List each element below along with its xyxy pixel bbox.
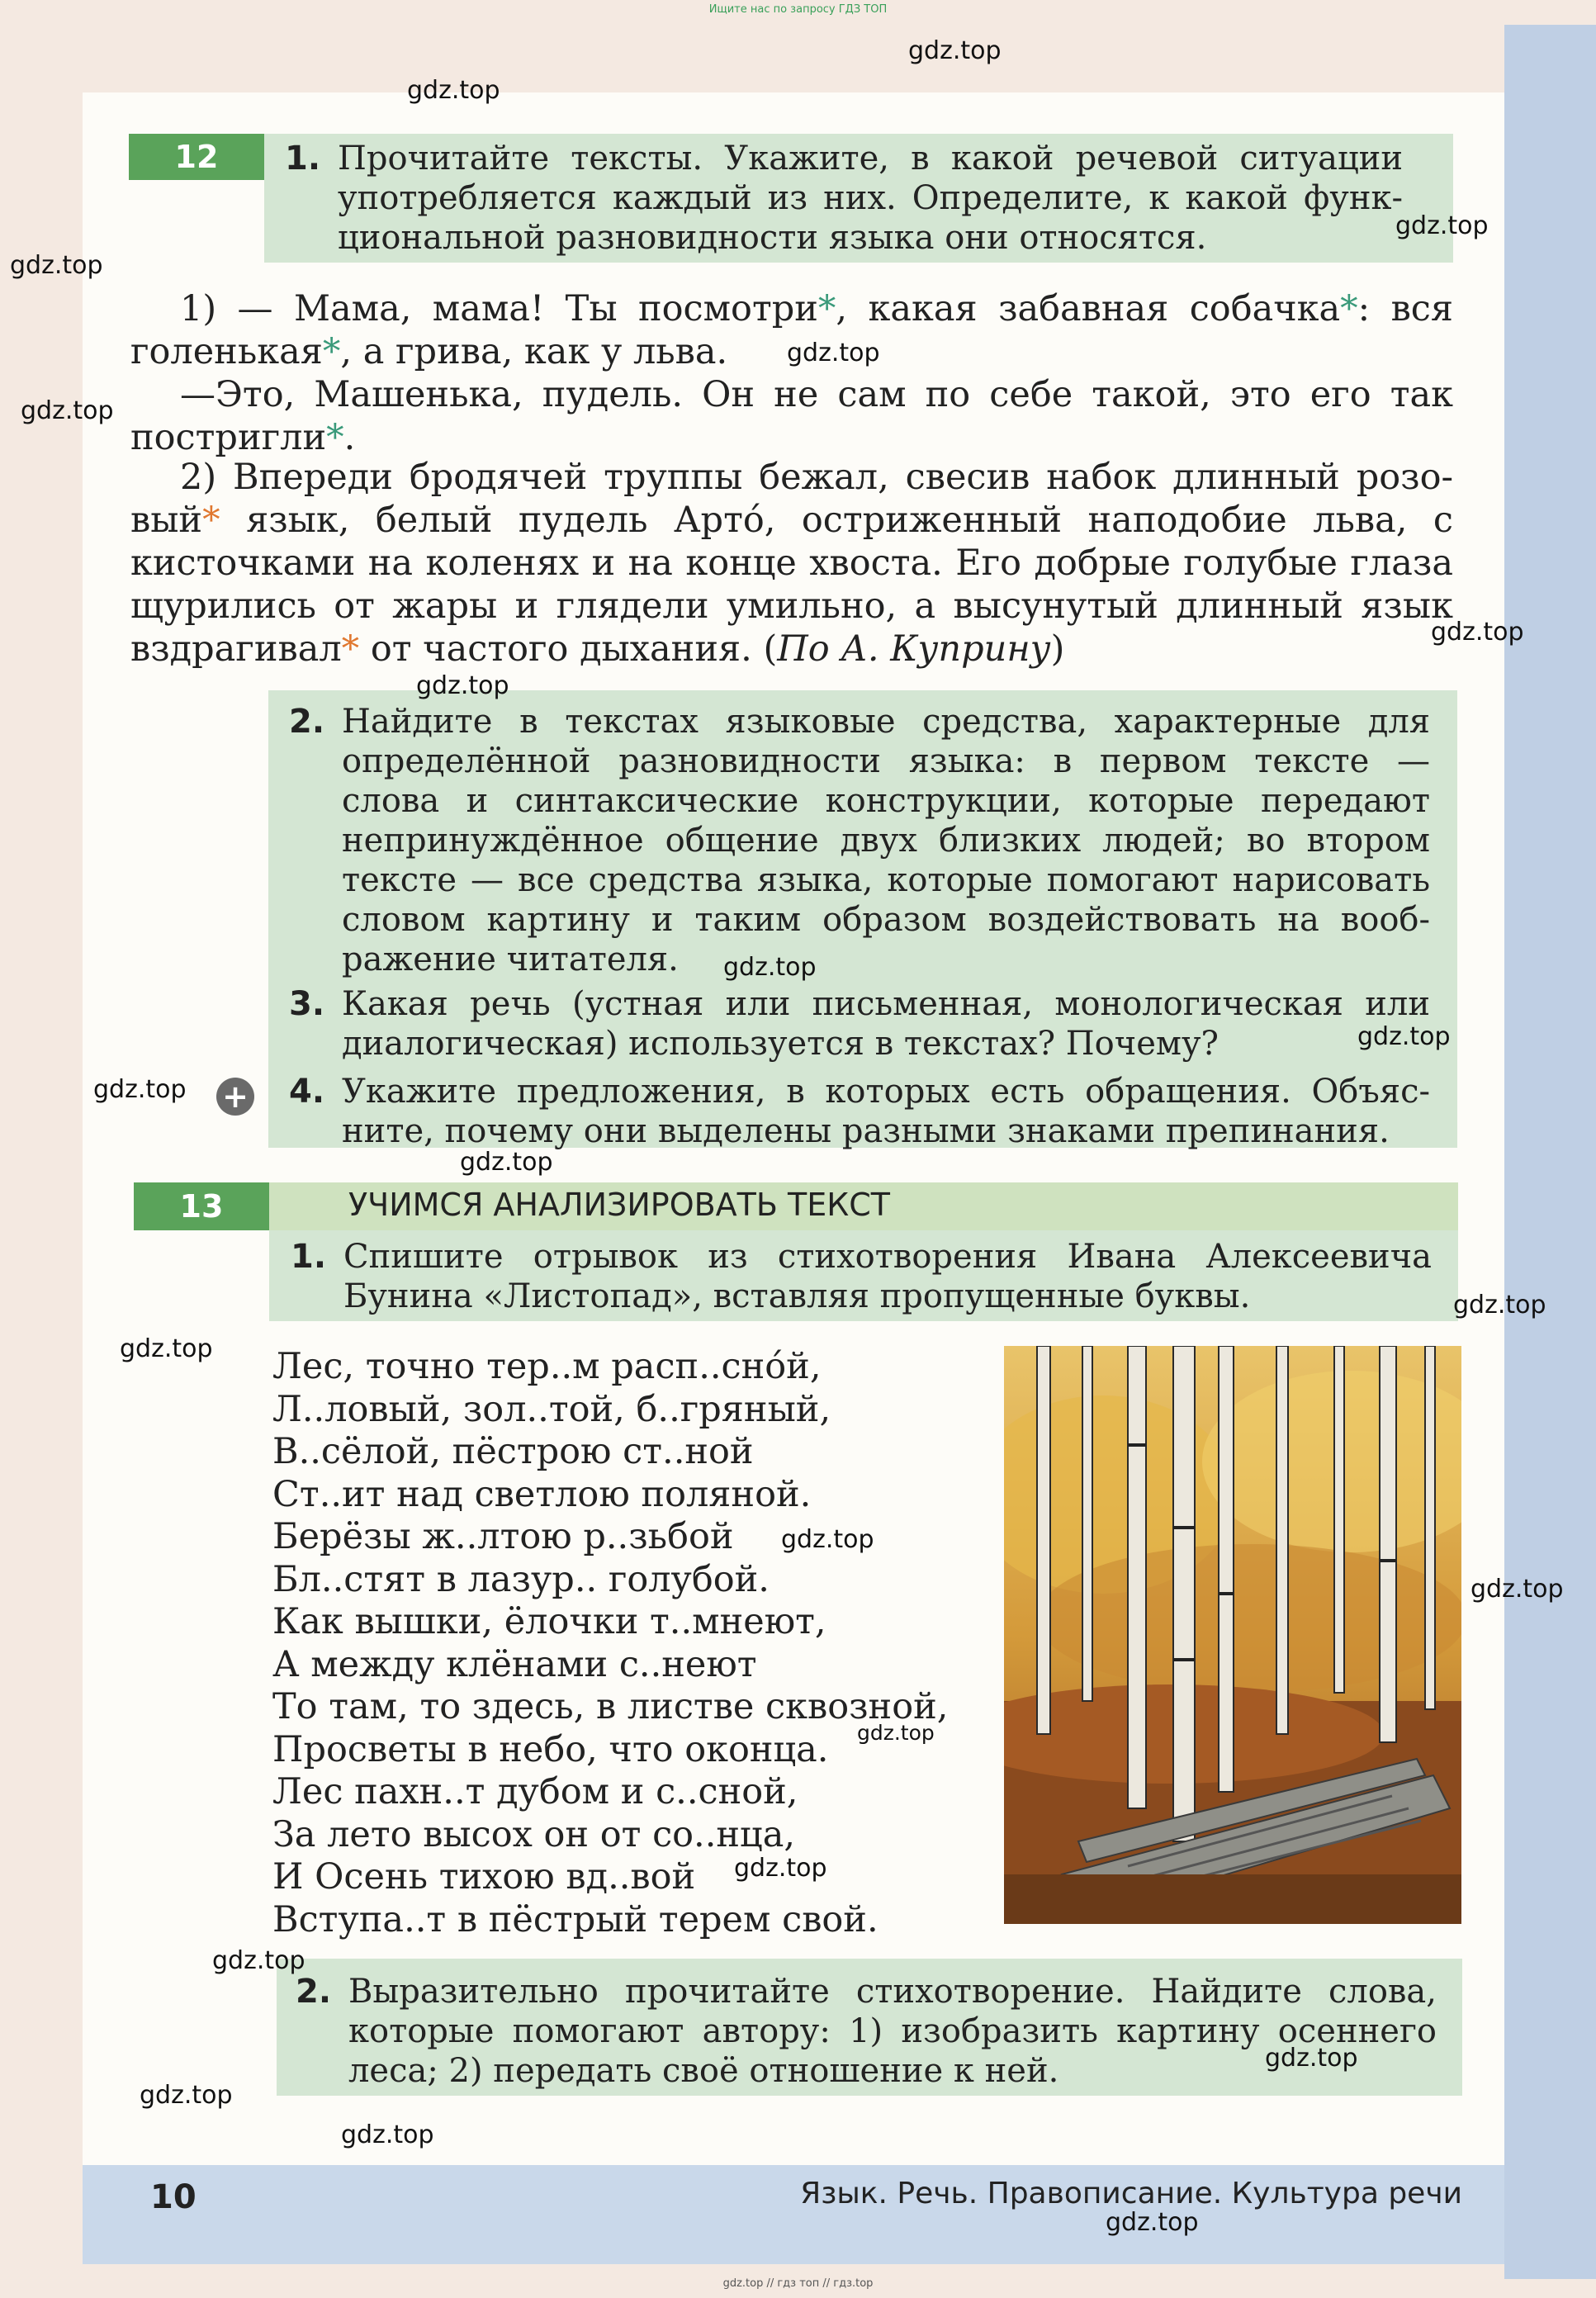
top-banner-note: Ищите нас по запросу ГДЗ ТОП (708, 3, 888, 16)
poem-line: Лес пахн..т дубом и с..сной, (272, 1771, 798, 1812)
section-header: УЧИМСЯ АНАЛИЗИРОВАТЬ ТЕКСТ (348, 1187, 890, 1223)
watermark: gdz.top (723, 953, 817, 982)
dialogue-line-2: —Это, Машенька, пудель. Он не сам по себе такой, это его так постригли*. (130, 374, 1453, 458)
watermark: gdz.top (10, 251, 103, 280)
poem-line: Как вышки, ёлочки т..мнеют, (272, 1601, 826, 1642)
watermark: gdz.top (1431, 618, 1524, 647)
poem-line: За лето высох он от со..нца, (272, 1813, 796, 1855)
watermark: gdz.top (407, 76, 500, 105)
dialogue-line-1: 1) — Мама, мама! Ты посмотри*, какая забавная собачка*: вся голенькая*, а грива, как у льва. (130, 288, 1453, 372)
watermark: gdz.top (140, 2081, 233, 2110)
watermark: gdz.top (120, 1334, 213, 1363)
watermark: gdz.top (787, 339, 880, 367)
text-1-dialogue (130, 287, 1453, 459)
autumn-birch-forest-photo (1004, 1346, 1461, 1924)
page-edge-strip (1504, 25, 1596, 2279)
watermark: gdz.top (1453, 1291, 1546, 1320)
task-text: Найдите в текстах языковые средства, характерные для определённой разновидности языка: в первом тексте — слова и синтаксические конструкции, которые передают непринуждённое общение двух близких людей; во втором тексте — все средства языка, которые помогают нарисовать словом картину и таким образом воздействовать на воображение читателя. (342, 703, 1430, 978)
task-number: 3. (289, 985, 325, 1023)
task-text: Какая речь (устная или письменная, монологическая или диалогическая) используется в текстах? Почему? (342, 985, 1430, 1063)
watermark: gdz.top (212, 1946, 305, 1975)
watermark: gdz.top (781, 1525, 874, 1554)
poem-line: Бл..стят в лазур.. голубой. (272, 1558, 770, 1600)
page-number: 10 (150, 2178, 197, 2216)
plus-icon: + (216, 1078, 254, 1116)
task-number: 1. (285, 140, 321, 178)
watermark: gdz.top (857, 1721, 935, 1745)
poem-line: Берёзы ж..лтою р..зьбой (272, 1516, 734, 1557)
poem-line: В..сёлой, пёстрою ст..ной (272, 1431, 754, 1472)
watermark: gdz.top (1357, 1022, 1451, 1051)
poem-line: Вступа..т в пёстрый терем свой. (272, 1898, 879, 1940)
task-text: Выразительно прочитайте стихотворение. Найдите слова, которые помогают автору: 1) изобразить картину осеннего леса; 2) передать своё отношение к ней. (348, 1973, 1437, 2090)
poem-line: Ст..ит над светлою поляной. (272, 1473, 812, 1515)
task-text: Спишите отрывок из стихотворения Ивана Алексеевича Бунина «Листопад», вставляя пропущенные буквы. (343, 1238, 1432, 1315)
poem-line: Лес, точно тер..м расп..сно́й, (272, 1346, 822, 1387)
author-attribution: По А. Куприну (777, 628, 1051, 670)
watermark: gdz.top (416, 671, 509, 700)
poem-line: А между клёнами с..неют (272, 1643, 757, 1685)
watermark: gdz.top (21, 396, 114, 425)
footer-section-title: Язык. Речь. Правописание. Культура речи (800, 2177, 1462, 2210)
poem-line: То там, то здесь, в листве сквозной, (272, 1686, 949, 1727)
kuprin-paragraph: 2) Впереди бродячей труппы бежал, свесив набок длинный розовый* язык, белый пудель Арто́, остриженный наподобие льва, с кисточками на коленях и на конце хвоста. Его добрые голубые глаза щурились от жары и глядели умильно, а высунутый длинный язык вздрагивал* от частого дыхания. (По А. Куприну) (130, 457, 1453, 670)
poem-listopad (272, 1346, 948, 1941)
task-number: 2. (296, 1973, 332, 2011)
watermark: gdz.top (341, 2120, 434, 2149)
task-text: Укажите предложения, в которых есть обращения. Объясните, почему они выделены разными знаками препинания. (342, 1073, 1430, 1150)
watermark: gdz.top (734, 1854, 827, 1883)
task-number: 2. (289, 703, 325, 741)
poem-line: И Осень тихою вд..вой (272, 1856, 696, 1898)
watermark: gdz.top (908, 36, 1002, 65)
bottom-banner-note: gdz.top // гдз топ // гдз.top (722, 2277, 874, 2290)
watermark: gdz.top (1395, 211, 1489, 240)
exercise-number-13: 13 (134, 1182, 269, 1230)
poem-line: Просветы в небо, что оконца. (272, 1728, 829, 1770)
text-2-kuprin (130, 456, 1453, 670)
task-text: Прочитайте тексты. Укажите, в какой речевой ситуации употребляется каждый из них. Определите, к какой функциональной разновидности языка они относятся. (338, 140, 1403, 257)
poem-line: Л..ловый, зол..той, б..гряный, (272, 1388, 831, 1430)
task-number: 4. (289, 1073, 325, 1111)
watermark: gdz.top (1265, 2044, 1358, 2073)
watermark: gdz.top (1106, 2208, 1199, 2237)
watermark: gdz.top (93, 1075, 187, 1104)
task-number: 1. (291, 1238, 327, 1276)
watermark: gdz.top (1470, 1575, 1564, 1604)
watermark: gdz.top (460, 1148, 553, 1177)
exercise-number-12: 12 (129, 134, 264, 180)
